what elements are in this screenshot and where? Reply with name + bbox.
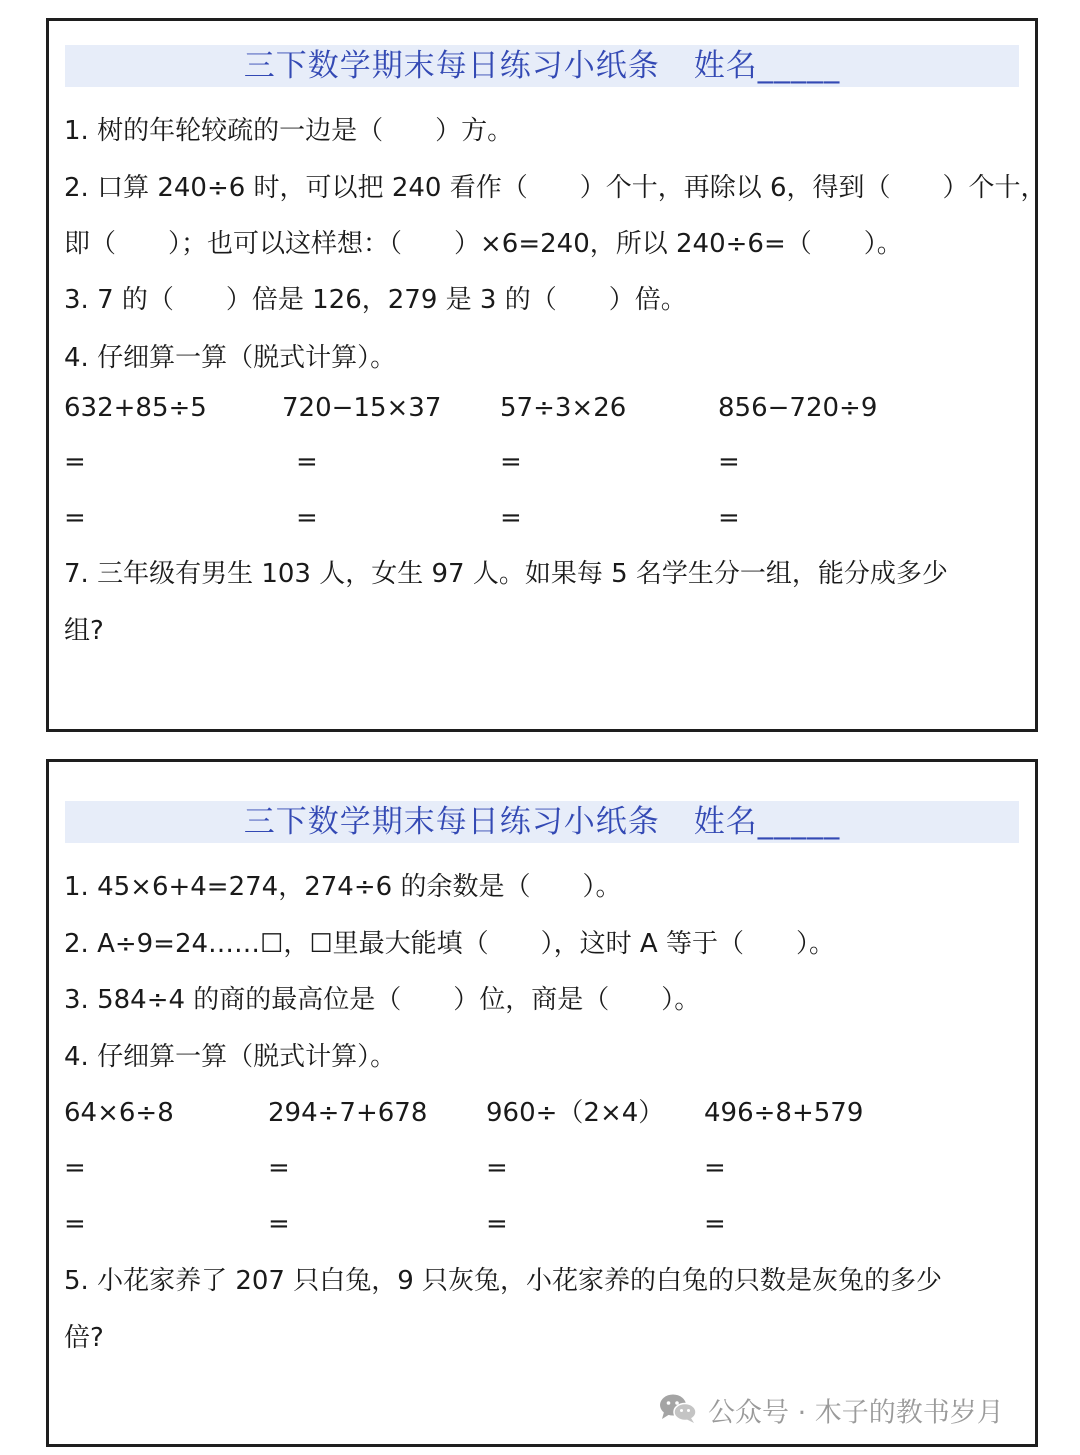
equals-sign: =	[718, 503, 740, 533]
practice-sheet-1	[46, 18, 1047, 732]
wechat-icon	[658, 1392, 698, 1436]
equals-sign: =	[500, 503, 522, 533]
question-3: 3. 7 的（ ）倍是 126，279 是 3 的（ ）倍。	[64, 285, 687, 315]
question-2-line-2: 即（ ）；也可以这样想：（ ）×6=240，所以 240÷6=（ ）。	[64, 229, 903, 259]
practice-sheet-2	[46, 759, 1038, 1447]
equals-sign: =	[500, 447, 522, 477]
question-2: 2. A÷9=24……☐，☐里最大能填（ ），这时 A 等于（ ）。	[64, 929, 835, 959]
expression: 856−720÷9	[718, 393, 878, 423]
equals-sign: =	[268, 1153, 290, 1183]
expression: 64×6÷8	[64, 1098, 174, 1128]
expression: 960÷（2×4）	[486, 1098, 665, 1128]
equals-sign: =	[64, 1153, 86, 1183]
name-field-label: 姓名_____	[693, 804, 841, 840]
equals-sign: =	[296, 447, 318, 477]
equals-sign: =	[704, 1209, 726, 1239]
equals-sign: =	[486, 1209, 508, 1239]
watermark	[658, 1392, 1004, 1436]
sheet-header	[65, 801, 1019, 843]
expression: 294÷7+678	[268, 1098, 428, 1128]
equals-sign: =	[64, 447, 86, 477]
question-7-line-2: 组?	[64, 616, 104, 646]
name-field-label: 姓名_____	[693, 48, 841, 84]
sheet-header	[65, 45, 1019, 87]
question-1: 1. 45×6+4=274，274÷6 的余数是（ ）。	[64, 872, 622, 902]
equals-sign: =	[64, 503, 86, 533]
expression: 496÷8+579	[704, 1098, 864, 1128]
expression: 720−15×37	[282, 393, 442, 423]
question-2-line-1: 2. 口算 240÷6 时，可以把 240 看作（ ）个十，再除以 6，得到（ ）个十，	[64, 173, 1047, 203]
expression: 57÷3×26	[500, 393, 627, 423]
sheet-title: 三下数学期末每日练习小纸条	[243, 48, 660, 84]
equals-sign: =	[296, 503, 318, 533]
question-3: 3. 584÷4 的商的最高位是（ ）位，商是（ ）。	[64, 985, 701, 1015]
equals-sign: =	[486, 1153, 508, 1183]
question-5-line-2: 倍?	[64, 1323, 104, 1353]
question-4: 4. 仔细算一算（脱式计算）。	[64, 1042, 397, 1072]
watermark-text: 公众号 · 木子的教书岁月	[708, 1397, 1004, 1429]
equals-sign: =	[718, 447, 740, 477]
sheet-title: 三下数学期末每日练习小纸条	[243, 804, 660, 840]
equals-sign: =	[268, 1209, 290, 1239]
question-5-line-1: 5. 小花家养了 207 只白兔，9 只灰兔，小花家养的白兔的只数是灰兔的多少	[64, 1266, 943, 1296]
question-4: 4. 仔细算一算（脱式计算）。	[64, 343, 397, 373]
question-7-line-1: 7. 三年级有男生 103 人，女生 97 人。如果每 5 名学生分一组，能分成多少	[64, 559, 948, 589]
expression: 632+85÷5	[64, 393, 207, 423]
equals-sign: =	[64, 1209, 86, 1239]
question-1: 1. 树的年轮较疏的一边是（ ）方。	[64, 116, 514, 146]
equals-sign: =	[704, 1153, 726, 1183]
